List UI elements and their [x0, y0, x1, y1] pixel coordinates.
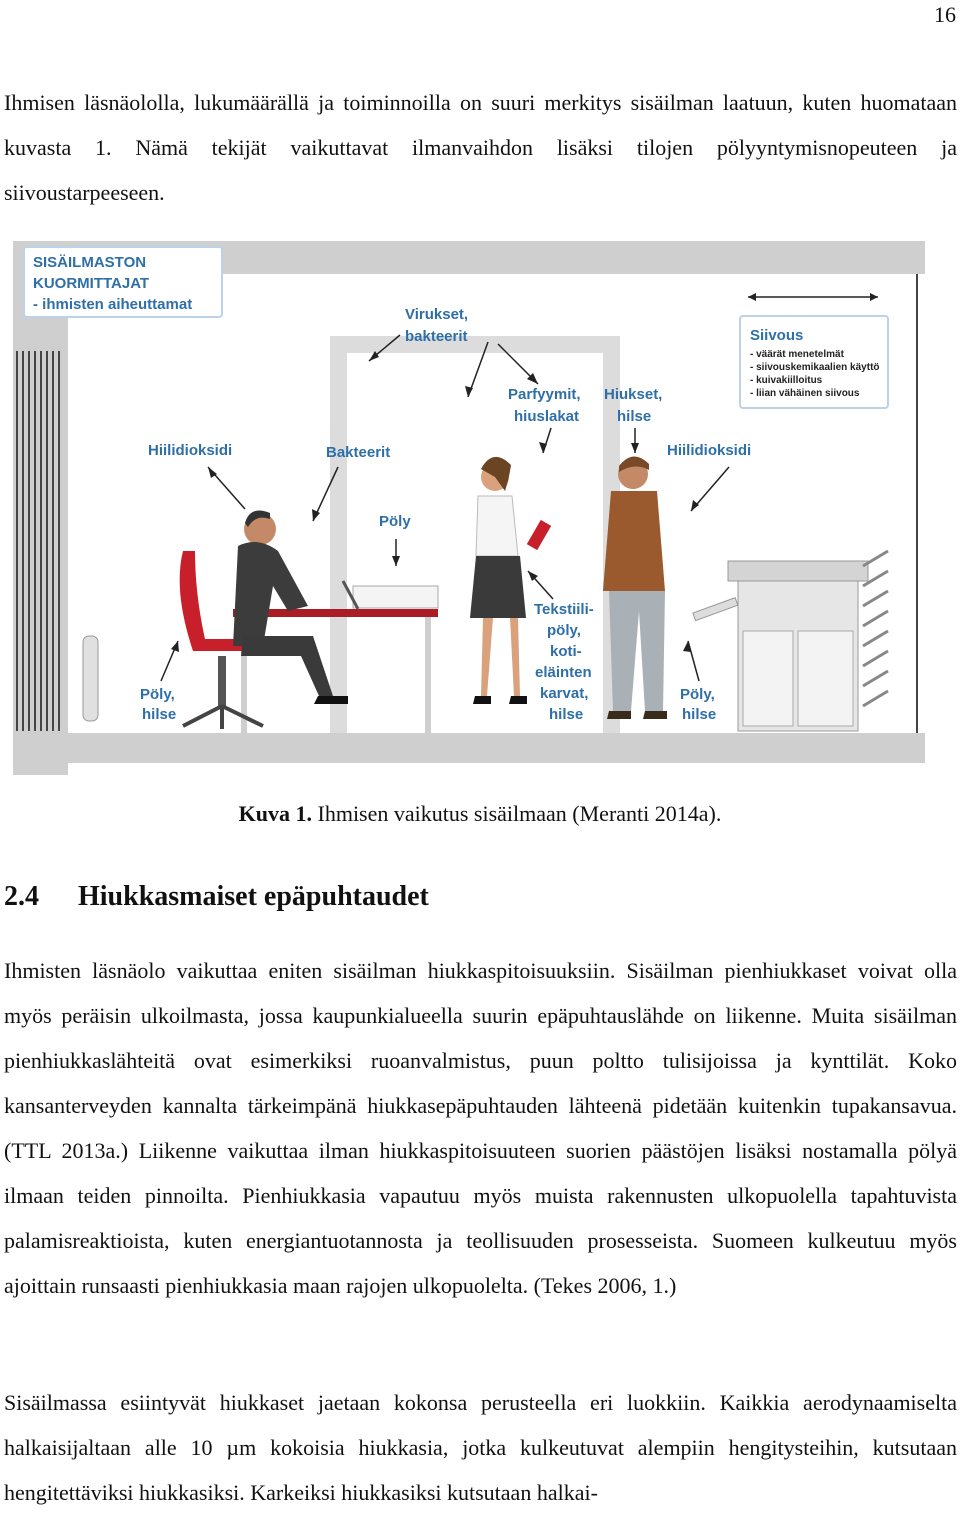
label-poly-hilse-right-2: hilse: [682, 706, 717, 723]
body-paragraph-2: Sisäilmassa esiintyvät hiukkaset jaetaan kokonsa perusteella eri luokkiin. Kaikkia aerodynaamiselta halkaisijaltaan alle 10 µm kokoisia hiukkasia, jotka kulkeutuvat alempiin hengitysteihin, kutsutaan hengitettäviksi hiukkasiksi. Karkeiksi hiukkasiksi kutsutaan halkai-: [4, 1390, 957, 1505]
label-tekstiili-3: koti-: [550, 643, 582, 660]
label-tekstiili-2: pöly,: [547, 622, 581, 639]
intro-paragraph: Ihmisen läsnäololla, lukumäärällä ja toiminnoilla on suuri merkitys sisäilman laatuun, kuten huomataan kuvasta 1. Nämä tekijät vaikuttavat ilmanvaihdon lisäksi tilojen pölyyntymisnopeuteen ja siivoustarpeeseen.: [4, 90, 957, 205]
label-virukset-2: bakteerit: [405, 328, 468, 345]
label-parfyymit-2: hiuslakat: [514, 408, 580, 425]
label-tekstiili-6: hilse: [549, 706, 584, 723]
figure-title-line-1: SISÄILMASTON: [33, 254, 147, 271]
caption-text: Ihmisen vaikutus sisäilmaan (Meranti 2014a).: [312, 801, 722, 826]
siivous-item-1: - väärät menetelmät: [750, 349, 844, 360]
section-number: 2.4: [4, 881, 39, 912]
label-hiilidioksidi-left: Hiilidioksidi: [148, 442, 233, 459]
label-tekstiili-1: Tekstiili-: [534, 601, 594, 618]
label-hiukset-2: hilse: [617, 408, 652, 425]
label-virukset-1: Virukset,: [405, 306, 469, 323]
label-tekstiili-4: eläinten: [535, 664, 592, 681]
body-paragraph-1: Ihmisten läsnäolo vaikuttaa eniten sisäilman hiukkaspitoisuuksiin. Sisäilman pienhiukkaset voivat olla myös peräisin ulkoilmasta, jossa kaupunkialueella suurin epäpuhtauslähde on liikenne. Muita sisäilman pienhiukkaslähteitä ovat esimerkiksi ruoanvalmistus, puun poltto tulisijoissa ja kynttilät. Koko kansanterveyden kannalta tärkeimpänä hiukkasepäpuhtauden lähteenä pidetään kuitenkin tupakansavua. (TTL 2013a.) Liikenne vaikuttaa ilman hiukkaspitoisuuteen suorien päästöjen lisäksi nostamalla pölyä ilmaan teiden pinnoilta. Pienhiukkasia vapautuu myös muista rakennusten ulkopuolella tapahtuvista palamisreaktioista, kuten energiantuotannosta ja teollisuuden prosesseista. Suomeen kulkeutuu myös ajoittain runsaasti pienhiukkasia maan rajojen ulkopuolelta. (Tekes 2006, 1.): [4, 958, 957, 1298]
siivous-item-4: - liian vähäinen siivous: [750, 388, 860, 399]
label-poly-hilse-right-1: Pöly,: [680, 686, 715, 703]
caption-label: Kuva 1.: [238, 801, 312, 826]
figure-title-line-2: KUORMITTAJAT: [33, 275, 150, 292]
label-tekstiili-5: karvat,: [540, 685, 589, 702]
figure-title-line-3: - ihmisten aiheuttamat: [33, 296, 193, 313]
label-poly-center: Pöly: [379, 513, 411, 530]
figure-illustration: [13, 241, 925, 775]
label-poly-hilse-left-2: hilse: [142, 706, 177, 723]
label-poly-hilse-left-1: Pöly,: [140, 686, 175, 703]
siivous-item-2: - siivouskemikaalien käyttö: [750, 362, 880, 373]
label-hiukset-1: Hiukset,: [604, 386, 663, 403]
label-parfyymit-1: Parfyymit,: [508, 386, 581, 403]
page-number: 16: [934, 2, 956, 27]
siivous-item-3: - kuivakiilloitus: [750, 375, 823, 386]
label-hiilidioksidi-right: Hiilidioksidi: [667, 442, 752, 459]
figure-caption: [0, 801, 960, 827]
section-title: Hiukkasmaiset epäpuhtaudet: [78, 881, 429, 912]
siivous-title: Siivous: [750, 327, 804, 344]
label-bakteerit: Bakteerit: [326, 444, 391, 461]
section-heading: [4, 881, 429, 913]
figure-title-box: [24, 247, 222, 317]
